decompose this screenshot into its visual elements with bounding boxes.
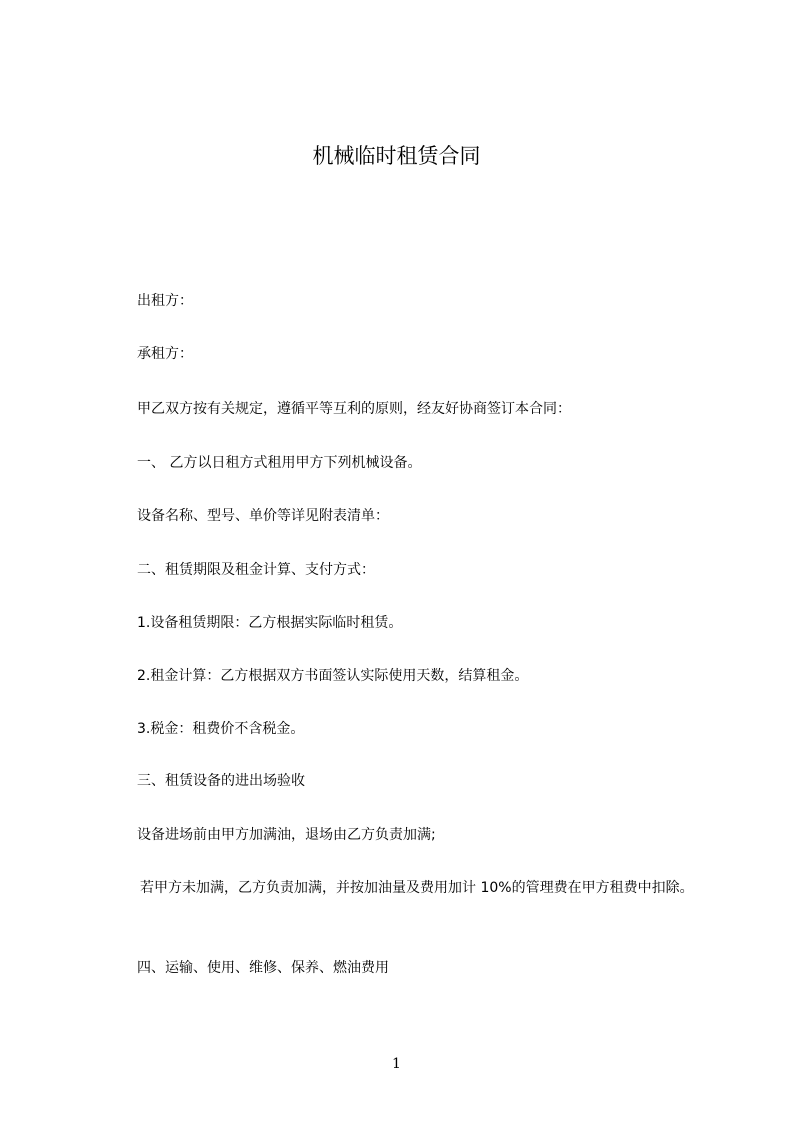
fuel-clause: 设备进场前由甲方加满油，退场由乙方负责加满; [137,827,436,843]
section-1-heading: 一、 乙方以日租方式租用甲方下列机械设备。 [137,455,422,471]
lessee-line: 承租方： [137,346,193,362]
clause-2-2: 2.租金计算：乙方根据双方书面签认实际使用天数，结算租金。 [137,668,529,684]
preamble-paragraph: 甲乙双方按有关规定，遵循平等互利的原则，经友好协商签订本合同： [137,401,571,417]
document-title: 机械临时租赁合同 [312,144,481,168]
clause-2-3: 3.税金：租费价不含税金。 [137,721,305,737]
lessor-line: 出租方： [137,293,193,309]
page-number: 1 [392,1056,401,1072]
equipment-list-note: 设备名称、型号、单价等详见附表清单： [137,508,389,524]
section-2-heading: 二、租赁期限及租金计算、支付方式： [137,562,375,578]
section-3-heading: 三、租赁设备的进出场验收 [137,773,305,789]
fuel-penalty-clause: 若甲方未加满，乙方负责加满，并按加油量及费用加计 10%的管理费在甲方租费中扣除。 [140,880,694,896]
section-4-heading: 四、运输、使用、维修、保养、燃油费用 [137,960,389,976]
clause-2-1: 1.设备租赁期限：乙方根据实际临时租赁。 [137,615,403,631]
